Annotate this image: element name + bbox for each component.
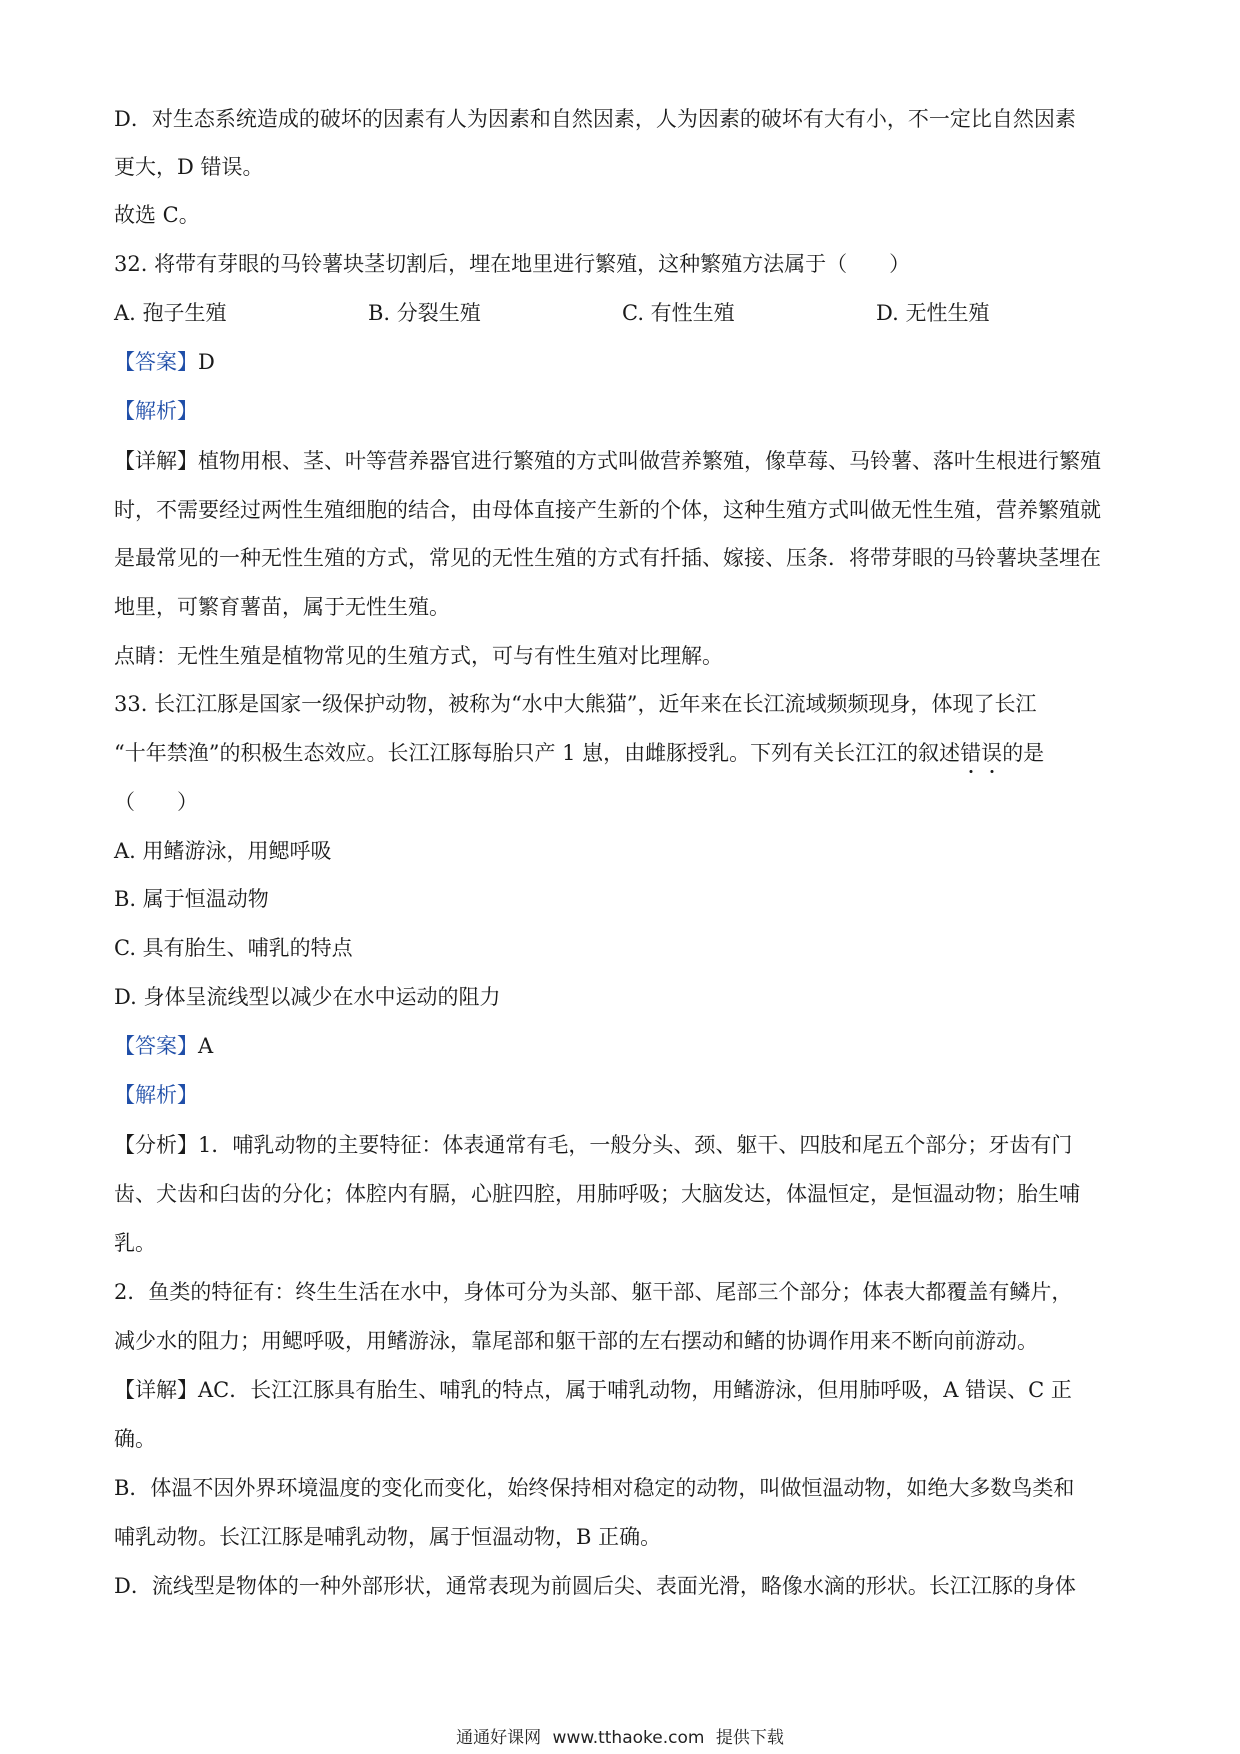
q33-fenxi-line xyxy=(114,1130,1072,1160)
detail-tag: 【详解】 xyxy=(114,1378,198,1402)
q33-answer xyxy=(114,1031,213,1061)
q32-detail-line: 时，不需要经过两性生殖细胞的结合，由母体直接产生新的个体，这种生殖方式叫做无性生殖，营养繁殖就 xyxy=(114,498,1101,522)
detail-text: AC．长江江豚具有胎生、哺乳的特点，属于哺乳动物，用鳍游泳，但用肺呼吸，A 错误、C 正 xyxy=(198,1378,1072,1402)
stem-text: “十年禁渔”的积极生态效应。长江江豚每胎只产 1 崽，由雌豚授乳。下列有关长江江的叙述 xyxy=(114,741,961,765)
q32-stem: 32. 将带有芽眼的马铃薯块茎切割后，埋在地里进行繁殖，这种繁殖方法属于（ ） xyxy=(114,252,911,276)
q32-detail-line: 是最常见的一种无性生殖的方式，常见的无性生殖的方式有扦插、嫁接、压条．将带芽眼的马铃薯块茎埋在 xyxy=(114,546,1101,570)
emphasis-dot xyxy=(990,770,993,773)
stem-text: 的是 xyxy=(1002,741,1045,765)
q32-option-a: A. 孢子生殖 xyxy=(114,301,227,325)
prev-d-line2: 更大，D 错误。 xyxy=(114,155,264,179)
q33-option-b: B. 属于恒温动物 xyxy=(114,887,269,911)
q33-fenxi-line: 齿、犬齿和臼齿的分化；体腔内有膈，心脏四腔，用肺呼吸；大脑发达，体温恒定，是恒温动物；胎生哺 xyxy=(114,1182,1080,1206)
q33-fenxi-line: 2．鱼类的特征有：终生生活在水中，身体可分为头部、躯干部、尾部三个部分；体表大都覆盖有鳞片， xyxy=(114,1280,1073,1304)
prev-d-line1: D．对生态系统造成的破坏的因素有人为因素和自然因素，人为因素的破坏有大有小，不一定比自然因素 xyxy=(114,107,1076,131)
q32-option-b: B. 分裂生殖 xyxy=(368,301,481,325)
footer-url[interactable]: www.tthaoke.com xyxy=(552,1728,705,1748)
q33-detail-line: B．体温不因外界环境温度的变化而变化，始终保持相对稳定的动物，叫做恒温动物，如绝大多数鸟类和 xyxy=(114,1476,1075,1500)
answer-value: A xyxy=(198,1034,214,1058)
fenxi-tag: 【分析】 xyxy=(114,1133,198,1157)
q33-fenxi-line: 乳。 xyxy=(114,1231,156,1255)
answer-tag: 【答案】 xyxy=(114,1034,198,1058)
q33-detail-line: 哺乳动物。长江江豚是哺乳动物，属于恒温动物，B 正确。 xyxy=(114,1525,662,1549)
footer-suffix: 提供下载 xyxy=(715,1728,784,1748)
q32-detail-line: 地里，可繁育薯苗，属于无性生殖。 xyxy=(114,595,450,619)
answer-value: D xyxy=(198,350,215,374)
q33-detail-line: D．流线型是物体的一种外部形状，通常表现为前圆后尖、表面光滑，略像水滴的形状。长江江豚的身体 xyxy=(114,1574,1076,1598)
q33-detail-line: 确。 xyxy=(114,1427,156,1451)
q33-analysis-heading xyxy=(114,1080,198,1110)
detail-tag: 【详解】 xyxy=(114,449,198,473)
q33-option-c: C. 具有胎生、哺乳的特点 xyxy=(114,936,353,960)
fenxi-text: 1．哺乳动物的主要特征：体表通常有毛，一般分头、颈、躯干、四肢和尾五个部分；牙齿有门 xyxy=(198,1133,1073,1157)
q32-option-d: D. 无性生殖 xyxy=(876,301,990,325)
q33-option-a: A. 用鳍游泳，用鳃呼吸 xyxy=(114,839,332,863)
answer-tag: 【答案】 xyxy=(114,350,198,374)
q33-stem-line1: 33. 长江江豚是国家一级保护动物，被称为“水中大熊猫”，近年来在长江流域频频现身，体现了长江 xyxy=(114,692,1037,716)
emphasis-dot xyxy=(969,770,972,773)
q32-analysis-heading xyxy=(114,396,198,426)
analysis-tag: 【解析】 xyxy=(114,399,198,423)
prev-conclusion: 故选 C。 xyxy=(114,203,200,227)
detail-text: 植物用根、茎、叶等营养器官进行繁殖的方式叫做营养繁殖，像草莓、马铃薯、落叶生根进行繁殖 xyxy=(198,449,1101,473)
footer-site-name: 通通好课网 xyxy=(456,1728,542,1748)
q32-note: 点睛：无性生殖是植物常见的生殖方式，可与有性生殖对比理解。 xyxy=(114,644,723,668)
q33-fenxi-line: 减少水的阻力；用鳃呼吸，用鳍游泳，靠尾部和躯干部的左右摆动和鳍的协调作用来不断向前游动。 xyxy=(114,1329,1038,1353)
q33-stem-line2 xyxy=(114,738,1044,768)
q33-detail-line xyxy=(114,1375,1072,1405)
page-footer xyxy=(0,1727,1240,1749)
q32-option-c: C. 有性生殖 xyxy=(622,301,735,325)
q32-detail-line xyxy=(114,446,1101,476)
emphasis-text: 错误 xyxy=(960,741,1003,765)
q33-option-d: D. 身体呈流线型以减少在水中运动的阻力 xyxy=(114,985,501,1009)
analysis-tag: 【解析】 xyxy=(114,1083,198,1107)
emphasis-dotted-text xyxy=(960,741,1002,765)
q33-stem-line3: （ ） xyxy=(114,790,198,814)
q32-answer xyxy=(114,347,215,377)
